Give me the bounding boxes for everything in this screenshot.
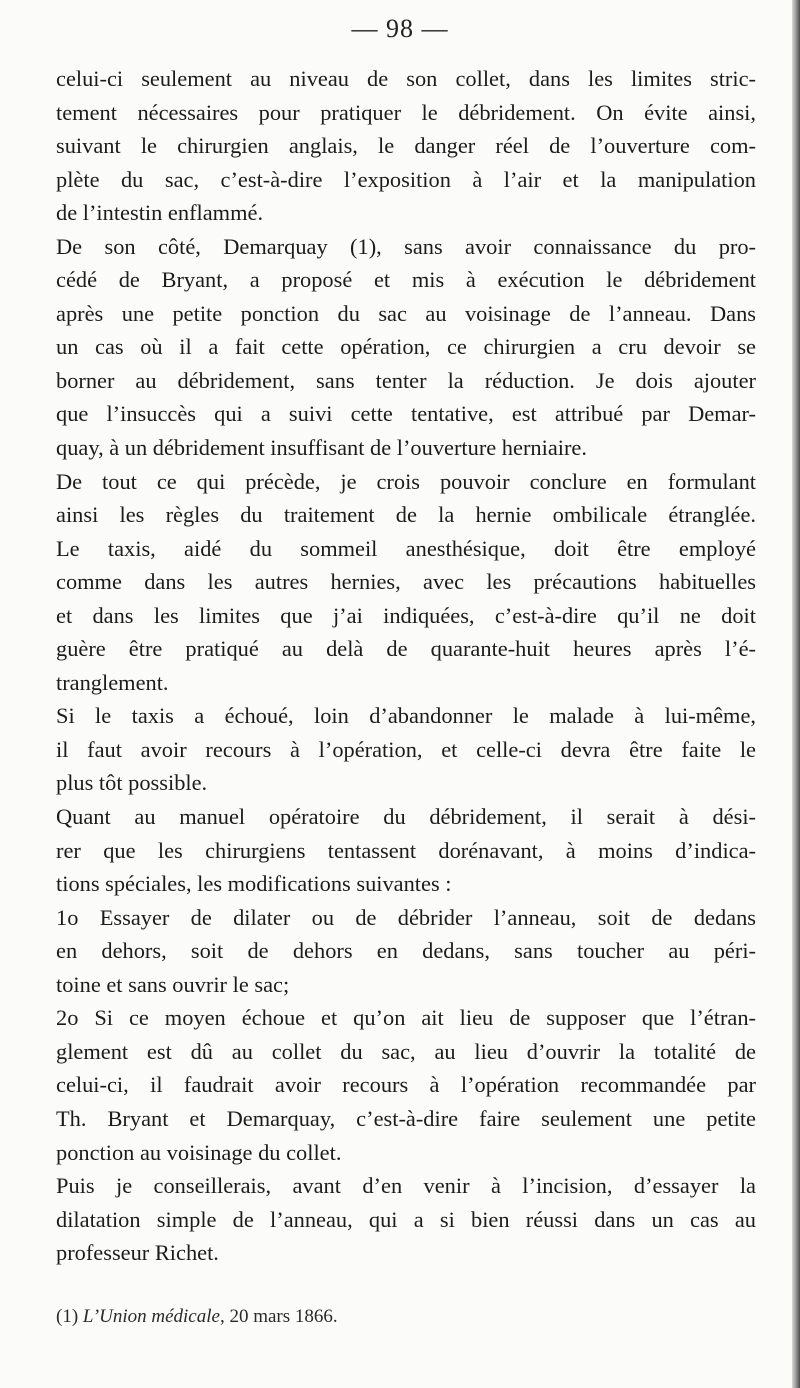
- text-line: Le taxis, aidé du sommeil anesthésique, doit être employé: [56, 535, 756, 561]
- text-line: de l’intestin enflammé.: [56, 200, 264, 226]
- text-line: en dehors, soit de dehors en dedans, sans toucher au péri-: [56, 938, 756, 964]
- text-line: dilatation simple de l’anneau, qui a si bien réussi dans un cas au: [56, 1206, 756, 1232]
- text-line: De son côté, Demarquay (1), sans avoir connaissance du pro-: [56, 233, 756, 259]
- text-line: plète du sac, c’est-à-dire l’exposition à l’air et la manipulation: [56, 166, 756, 192]
- text-line: comme dans les autres hernies, avec les précautions habituelles: [56, 569, 756, 595]
- text-line: ponction au voisinage du collet.: [56, 1139, 342, 1165]
- text-line: un cas où il a fait cette opération, ce chirurgien a cru devoir se: [56, 334, 756, 360]
- text-line: il faut avoir recours à l’opération, et celle-ci devra être faite le: [56, 736, 756, 762]
- footnote-marker: (1): [56, 1306, 83, 1327]
- text-line: borner au débridement, sans tenter la réduction. Je dois ajouter: [56, 367, 756, 393]
- text-line: Quant au manuel opératoire du débridement, il serait à dési-: [56, 804, 756, 830]
- page-edge: [792, 0, 800, 1388]
- text-line: professeur Richet.: [56, 1240, 219, 1266]
- text-line: que l’insuccès qui a suivi cette tentative, est attribué par Demar-: [56, 401, 756, 427]
- text-line: et dans les limites que j’ai indiquées, c’est-à-dire qu’il ne doit: [56, 602, 756, 628]
- text-line: tranglement.: [56, 669, 169, 695]
- text-line: plus tôt possible.: [56, 770, 208, 796]
- text-line: cédé de Bryant, a proposé et mis à exécution le débridement: [56, 267, 756, 293]
- text-line: ainsi les règles du traitement de la hernie ombilicale étranglée.: [56, 502, 756, 528]
- text-line: guère être pratiqué au delà de quarante-huit heures après l’é-: [56, 636, 756, 662]
- text-line: celui-ci, il faudrait avoir recours à l’opération recommandée par: [56, 1072, 756, 1098]
- text-line: suivant le chirurgien anglais, le danger réel de l’ouverture com-: [56, 133, 756, 159]
- footnote-date: , 20 mars 1866.: [219, 1306, 338, 1327]
- text-line: tement nécessaires pour pratiquer le débridement. On évite ainsi,: [56, 99, 756, 125]
- text-line: glement est dû au collet du sac, au lieu d’ouvrir la totalité de: [56, 1038, 756, 1064]
- text-line: 2o Si ce moyen échoue et qu’on ait lieu de supposer que l’étran-: [56, 1005, 756, 1031]
- footnote: [56, 1306, 338, 1328]
- text-line: celui-ci seulement au niveau de son collet, dans les limites stric-: [56, 66, 756, 91]
- text-line: Si le taxis a échoué, loin d’abandonner le malade à lui-même,: [56, 703, 756, 729]
- body-text: [56, 62, 756, 1270]
- text-line: après une petite ponction du sac au voisinage de l’anneau. Dans: [56, 300, 756, 326]
- text-line: 1o Essayer de dilater ou de débrider l’anneau, soit de dedans: [56, 904, 756, 930]
- text-line: quay, à un débridement insuffisant de l’ouverture herniaire.: [56, 435, 587, 461]
- text-line: Puis je conseillerais, avant d’en venir à l’incision, d’essayer la: [56, 1173, 756, 1199]
- text-line: toine et sans ouvrir le sac;: [56, 971, 290, 997]
- text-line: tions spéciales, les modifications suivantes :: [56, 871, 452, 897]
- text-line: Th. Bryant et Demarquay, c’est-à-dire faire seulement une petite: [56, 1105, 756, 1131]
- footnote-source: L’Union médicale: [82, 1306, 220, 1327]
- page-number: — 98 —: [351, 14, 449, 43]
- text-line: De tout ce qui précède, je crois pouvoir conclure en formulant: [56, 468, 756, 494]
- text-line: rer que les chirurgiens tentassent dorénavant, à moins d’indica-: [56, 837, 756, 863]
